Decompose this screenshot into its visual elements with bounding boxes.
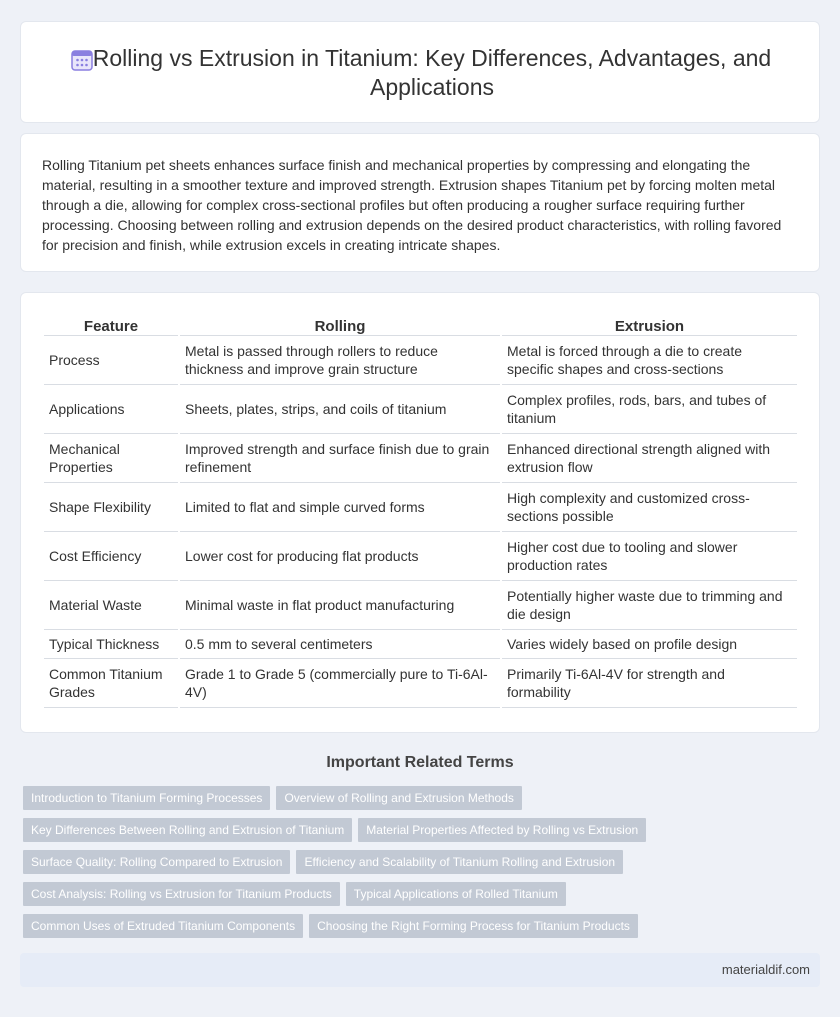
cell-rolling: Minimal waste in flat product manufacturing — [180, 581, 500, 630]
related-term-tag[interactable]: Common Uses of Extruded Titanium Components — [23, 914, 303, 938]
page-title: Rolling vs Extrusion in Titanium: Key Differences, Advantages, and Applications — [92, 45, 772, 100]
cell-feature: Shape Flexibility — [44, 483, 178, 532]
related-terms-list — [20, 786, 820, 946]
cell-extrusion: Primarily Ti-6Al-4V for strength and formability — [502, 659, 797, 708]
header-rolling: Rolling — [180, 314, 500, 336]
cell-rolling: Metal is passed through rollers to reduce thickness and improve grain structure — [180, 336, 500, 385]
cell-feature: Material Waste — [44, 581, 178, 630]
cell-extrusion: Metal is forced through a die to create specific shapes and cross-sections — [502, 336, 797, 385]
footer — [20, 953, 820, 987]
comparison-table-card — [20, 292, 820, 733]
intro-paragraph: Rolling Titanium pet sheets enhances surface finish and mechanical properties by compressing and elongating the material, resulting in a smoother texture and improved strength. Extrusion shapes Titanium pet by forcing molten metal through a die, allowing for complex cross-sectional profiles but often producing a rougher surface requiring further processing. Choosing between rolling and extrusion depends on the desired product characteristics, with rolling favored for precision and finish, while extrusion excels in creating intricate shapes. — [42, 157, 782, 253]
header-feature: Feature — [44, 314, 178, 336]
tag-row — [20, 786, 820, 818]
table-row — [44, 581, 797, 630]
tag-row — [20, 818, 820, 850]
related-terms-title: Important Related Terms — [326, 754, 514, 771]
table-row — [44, 659, 797, 708]
table-header-row — [44, 314, 797, 336]
table-row — [44, 630, 797, 659]
cell-feature: Typical Thickness — [44, 630, 178, 659]
cell-rolling: Sheets, plates, strips, and coils of titanium — [180, 385, 500, 434]
cell-feature: Cost Efficiency — [44, 532, 178, 581]
calendar-grid-icon — [69, 47, 95, 73]
related-term-tag[interactable]: Typical Applications of Rolled Titanium — [346, 882, 566, 906]
intro-card — [20, 133, 820, 272]
cell-extrusion: High complexity and customized cross-sections possible — [502, 483, 797, 532]
tag-row — [20, 850, 820, 882]
cell-extrusion: Enhanced directional strength aligned with extrusion flow — [502, 434, 797, 483]
cell-feature: Process — [44, 336, 178, 385]
table-row — [44, 483, 797, 532]
table-row — [44, 434, 797, 483]
related-term-tag[interactable]: Choosing the Right Forming Process for Titanium Products — [309, 914, 638, 938]
tag-row — [20, 882, 820, 914]
cell-extrusion: Varies widely based on profile design — [502, 630, 797, 659]
title-card — [20, 21, 820, 123]
cell-rolling: 0.5 mm to several centimeters — [180, 630, 500, 659]
header-extrusion: Extrusion — [502, 314, 797, 336]
cell-feature: Mechanical Properties — [44, 434, 178, 483]
cell-rolling: Improved strength and surface finish due to grain refinement — [180, 434, 500, 483]
title-wrap — [61, 44, 779, 102]
cell-rolling: Limited to flat and simple curved forms — [180, 483, 500, 532]
table-row — [44, 385, 797, 434]
footer-site-link[interactable]: materialdif.com — [721, 962, 810, 977]
related-term-tag[interactable]: Key Differences Between Rolling and Extrusion of Titanium — [23, 818, 352, 842]
related-term-tag[interactable]: Surface Quality: Rolling Compared to Extrusion — [23, 850, 290, 874]
cell-feature: Applications — [44, 385, 178, 434]
comparison-table — [42, 314, 799, 708]
table-row — [44, 532, 797, 581]
related-term-tag[interactable]: Efficiency and Scalability of Titanium Rolling and Extrusion — [296, 850, 623, 874]
cell-extrusion: Complex profiles, rods, bars, and tubes of titanium — [502, 385, 797, 434]
related-term-tag[interactable]: Introduction to Titanium Forming Processes — [23, 786, 270, 810]
related-term-tag[interactable]: Overview of Rolling and Extrusion Methods — [276, 786, 521, 810]
related-term-tag[interactable]: Cost Analysis: Rolling vs Extrusion for Titanium Products — [23, 882, 340, 906]
cell-feature: Common Titanium Grades — [44, 659, 178, 708]
related-term-tag[interactable]: Material Properties Affected by Rolling vs Extrusion — [358, 818, 646, 842]
cell-extrusion: Potentially higher waste due to trimming and die design — [502, 581, 797, 630]
table-row — [44, 336, 797, 385]
tag-row — [20, 914, 820, 946]
cell-extrusion: Higher cost due to tooling and slower production rates — [502, 532, 797, 581]
cell-rolling: Grade 1 to Grade 5 (commercially pure to Ti-6Al-4V) — [180, 659, 500, 708]
cell-rolling: Lower cost for producing flat products — [180, 532, 500, 581]
